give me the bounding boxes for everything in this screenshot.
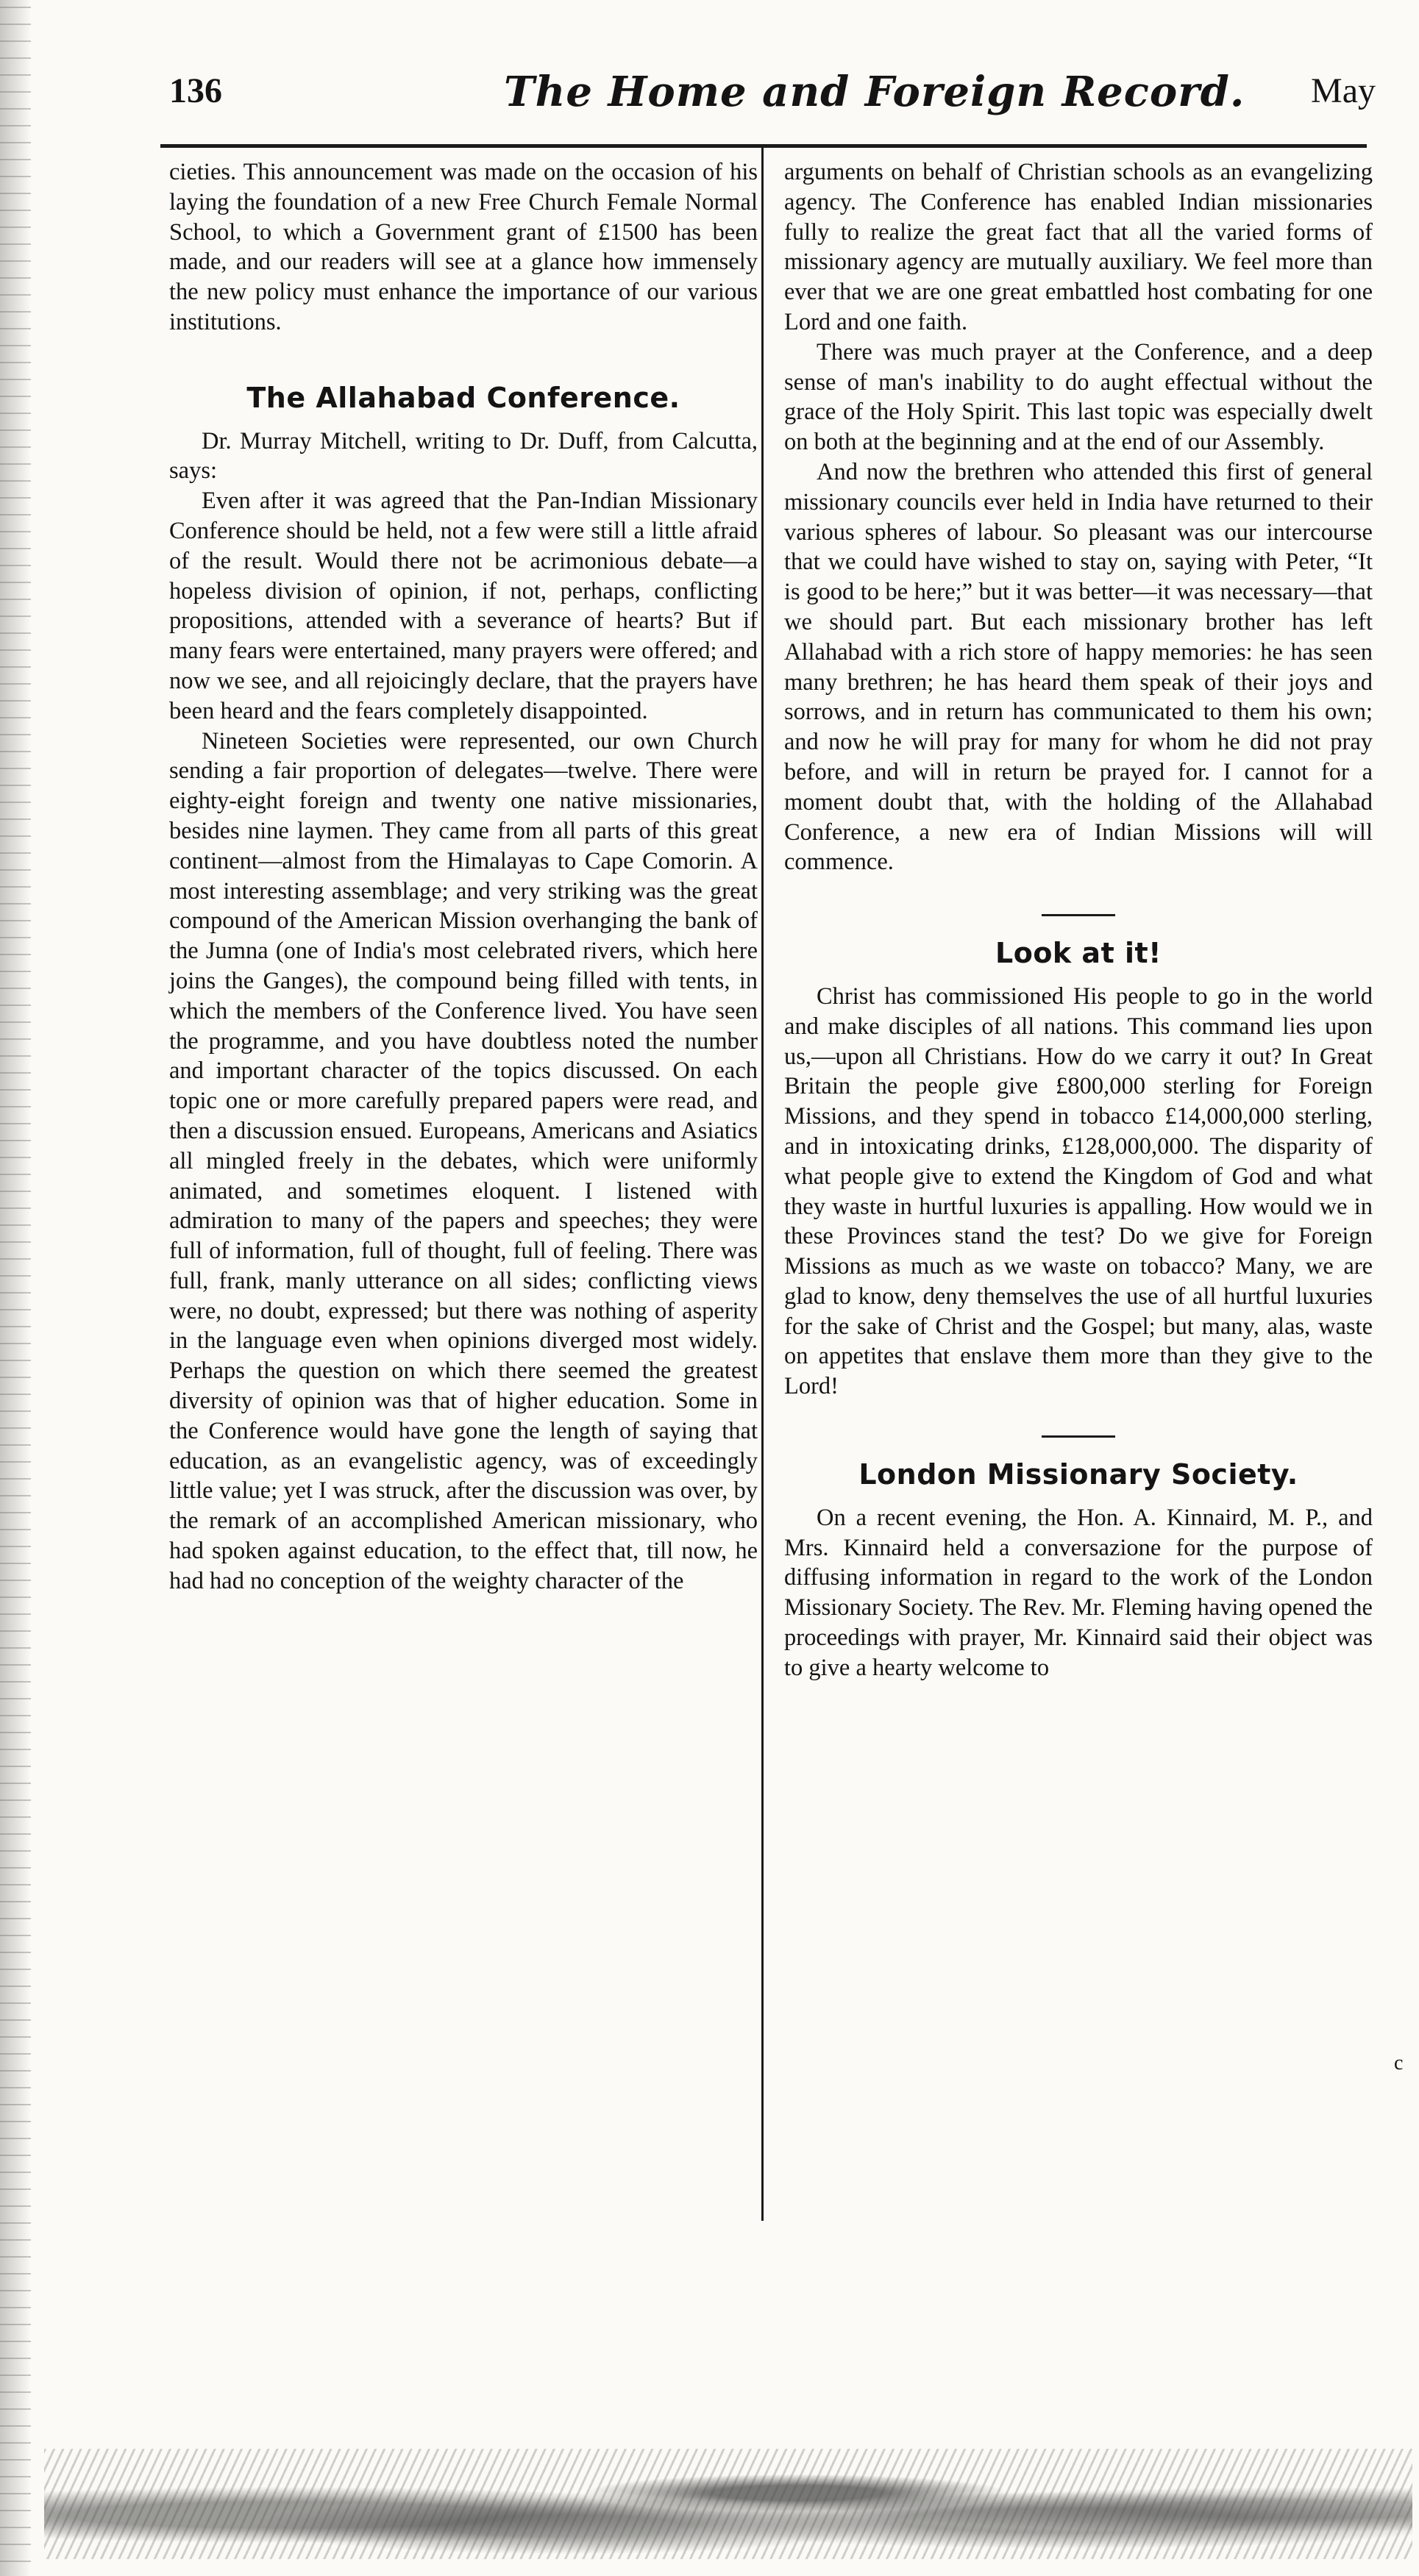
margin-mark: c [1394, 2052, 1404, 2074]
london-missionary-paragraph: On a recent evening, the Hon. A. Kinnaird, M. P., and Mrs. Kinnaird held a conversazione for the purpose of diffusing information in regard to the work of the London Missionary Society. The Rev. Mr. Fleming having opened the proceedings with prayer, Mr. Kinnaird said their object was to give a hearty welcome to [784, 1504, 1373, 1681]
right-column [784, 157, 1373, 1683]
allahabad-continued-paragraph: arguments on behalf of Christian schools as an evangelizing agency. The Conference has enabled Indian missionaries fully to realize the great fact that all the varied forms of missionary agency are mutually auxiliary. We feel more than ever that we are one great embattled host combating for one Lord and one faith. [784, 159, 1373, 335]
scan-damage-footer [44, 2449, 1412, 2559]
intro-paragraph: cieties. This announcement was made on the occasion of his laying the foundation of a new Free Church Female Normal School, to which a Government grant of £1500 has been made, and our readers will see at a glance how immensely the new policy must enhance the importance of our various institutions. [169, 159, 758, 335]
issue-month: May [1311, 71, 1376, 110]
page-number: 136 [169, 71, 222, 110]
header-rule [160, 144, 1367, 148]
allahabad-paragraph: Even after it was agreed that the Pan-Indian Missionary Conference should be held, not a few were still a little afraid of the result. Would there not be acrimonious debate—a hopeless division of opinion, if not, perhaps, conflicting propositions, attended with a severance of hearts? But if many fears were entertained, many prayers were offered; and now we see, and all rejoicingly declare, that the prayers have been heard and the fears completely disappointed. [169, 488, 758, 724]
allahabad-paragraph: Nineteen Societies were represented, our own Church sending a fair proportion of delegates—twelve. There were eighty-eight foreign and twenty one native missionaries, besides nine laymen. They came from all parts of this great continent—almost from the Himalayas to Cape Comorin. A most interesting assemblage; and very striking was the great compound of the American Mission overhanging the bank of the Jumna (one of India's most celebrated rivers, which here joins the Ganges), the compound being filled with tents, in which the members of the Conference lived. You have seen the programme, and you have doubtless noted the number and important character of the topics discussed. On each topic one or more carefully prepared papers were read, and then a discussion ensued. Europeans, Americans and Asiatics all mingled freely in the debates, which were uniformly animated, and sometimes eloquent. I listened with admiration to many of the papers and speeches; they were full of information, full of thought, full of feeling. There was full, frank, manly utterance on all sides; conflicting views were, no doubt, expressed; but there was nothing of asperity in the language even when opinions diverged most widely. Perhaps the question on which there seemed the greatest diversity of opinion was that of higher education. Some in the Conference would have gone the length of saying that education, as an evangelistic agency, was of exceedingly little value; yet I was struck, after the discussion was over, by the remark of an accomplished American missionary, who had spoken against education, to the effect that, till now, he had had no conception of the weighty character of the [169, 727, 758, 1594]
allahabad-heading: The Allahabad Conference. [246, 381, 680, 414]
look-at-it-paragraph: Christ has commissioned His people to go in the world and make disciples of all nations. This command lies upon us,—upon all Christians. How do we carry it out? In Great Britain the people give £800,000 sterling for Foreign Missions, and they spend in tobacco £14,000,000 sterling, and in intoxicating drinks, £128,000,000. The disparity of what people give to extend the Kingdom of God and what they waste in hurtful luxuries is appalling. How would we in these Provinces stand the test? Do we give for Foreign Missions as much as we waste on tobacco? Many, we are glad to know, deny themselves the use of all hurtful luxuries for the sake of Christ and the Gospel; but many, alas, waste on appetites that enslave them more than they give to the Lord! [784, 982, 1373, 1400]
london-missionary-heading: London Missionary Society. [858, 1458, 1298, 1491]
allahabad-paragraph: Dr. Murray Mitchell, writing to Dr. Duff, from Calcutta, says: [169, 427, 758, 485]
section-rule [1042, 1435, 1115, 1438]
allahabad-continued-paragraph: There was much prayer at the Conference, and a deep sense of man's inability to do aught effectual without the grace of the Holy Spirit. This last topic was especially dwelt on both at the beginning and at the end of our Assembly. [784, 338, 1373, 456]
column-divider [761, 147, 764, 2221]
journal-title: The Home and Foreign Record. [504, 68, 1245, 116]
section-rule [1042, 914, 1115, 916]
allahabad-continued-paragraph: And now the brethren who attended this first of general missionary councils ever held in India have returned to their various spheres of labour. So pleasant was our intercourse that we could have wished to stay on, saying with Peter, “It is good to be here;” but it was better—it was necessary—that we should part. But each missionary brother has left Allahabad with a rich store of happy memories: he has seen many brethren; he has heard them speak of their joys and sorrows, and in return has communicated to them his own; and now he will pray for many for whom he did not pray before, and will in return be prayed for. I cannot for a moment doubt that, with the holding of the Allahabad Conference, a new era of Indian Missions will will commence. [784, 458, 1373, 876]
running-header [169, 68, 1376, 129]
left-column [169, 157, 758, 1596]
scanned-page-edge [0, 0, 31, 2576]
look-at-it-heading: Look at it! [995, 937, 1162, 970]
